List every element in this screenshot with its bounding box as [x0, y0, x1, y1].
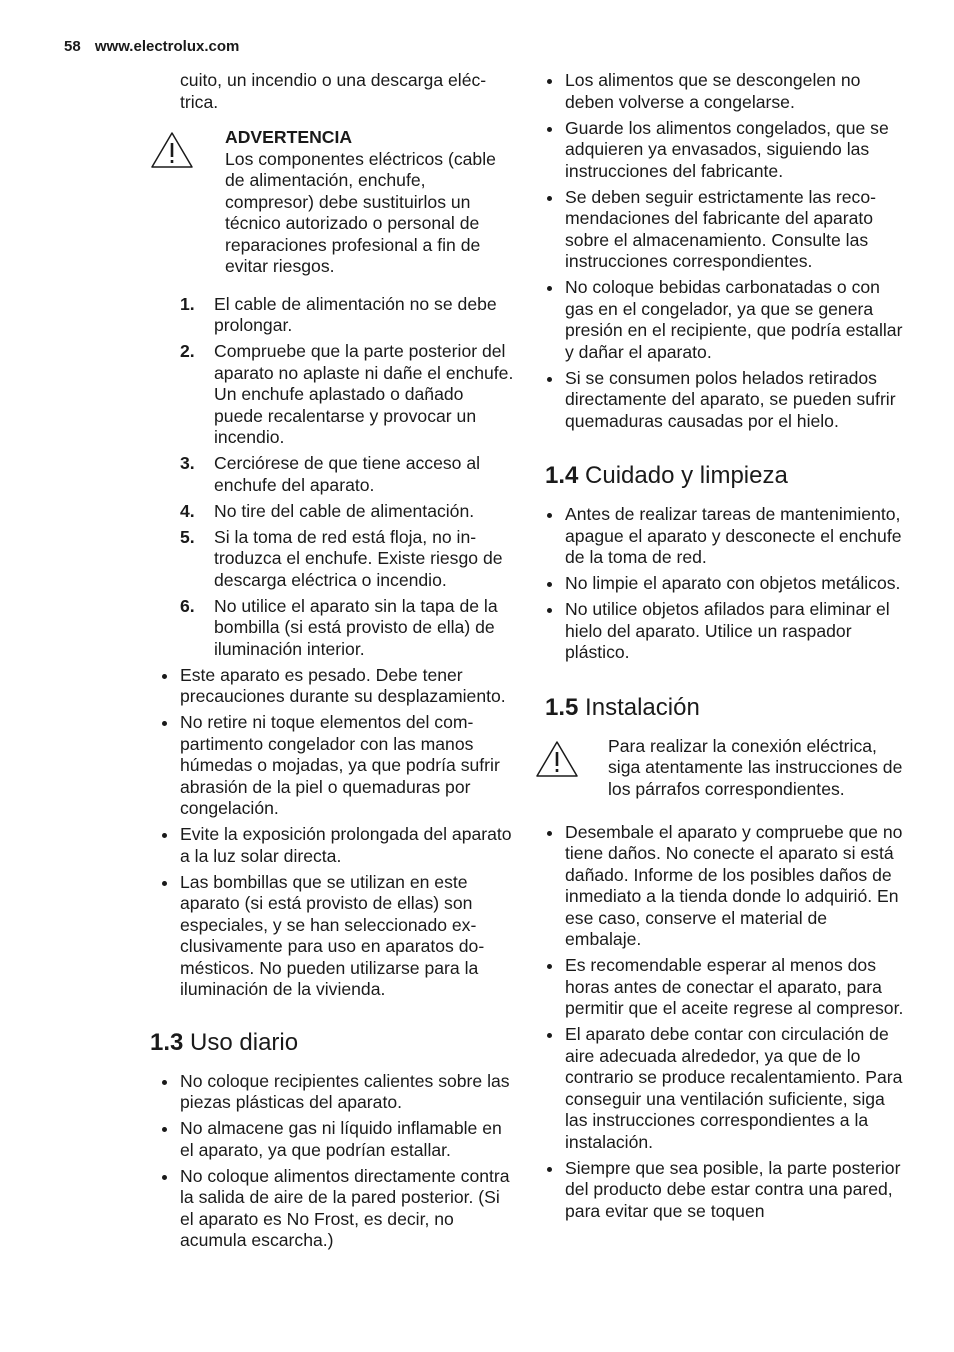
section-title: Instalación: [585, 693, 700, 721]
list-item: Siempre que sea posible, la parte posterior del producto debe estar contra una pared, para evitar que se toquen: [535, 1158, 907, 1223]
list-item: No coloque recipientes calientes sobre las piezas plásticas del aparato.: [150, 1071, 515, 1114]
page-header: [64, 38, 239, 55]
step-number: 4.: [180, 500, 195, 521]
list-item: No limpie el aparato con objetos metálicos.: [535, 573, 907, 595]
uso-diario-bullets: [150, 1071, 515, 1252]
step-number: 6.: [180, 595, 195, 616]
step-text: El cable de alimentación no se debe prolongar.: [214, 293, 497, 335]
list-item: Desembale el aparato y compruebe que no tiene daños. No conecte el aparato si está dañado. Informe de los posibles daños de inmediato a la tienda donde lo adquirió. En ese caso, conserve el material de embalaje.: [535, 822, 907, 951]
list-item: [150, 527, 515, 592]
list-item: Si se consumen polos helados retirados directamente del aparato, se pueden sufrir quemaduras causadas por el hielo.: [535, 368, 907, 433]
list-item: Evite la exposición prolongada del aparato a la luz solar directa.: [150, 824, 515, 867]
warning-text: Para realizar la conexión eléctrica, siga atentamente las instrucciones de los párrafos correspondientes.: [608, 735, 903, 799]
warning-block: [150, 127, 515, 278]
list-item: No retire ni toque elementos del compartimento congelador con las manos húmedas o mojadas, ya que podría sufrir abrasión de la piel o quemaduras por congelación.: [150, 712, 515, 820]
lead-paragraph: cuito, un incendio o una descarga eléctrica.: [180, 70, 487, 112]
step-number: 1.: [180, 293, 195, 314]
list-item: Las bombillas que se utilizan en este aparato (si está provisto de ellas) son especiales, y se han seleccionado exclusivamente para uso en aparatos domésticos. No pueden utilizarse para la iluminación de la vivienda.: [150, 872, 515, 1001]
warning-title: ADVERTENCIA: [225, 127, 353, 147]
list-item: El aparato debe contar con circulación de aire adecuada alrededor, ya que de lo contrario se produce recalentamiento. Para conseguir una ventilación suficiente, siga las instrucciones correspondientes a la instalación.: [535, 1024, 907, 1153]
safety-bullets: [150, 665, 515, 1001]
list-item: No coloque bebidas carbonatadas o con gas en el congelador, ya que se genera presión en el recipiente, que podría estallar y dañar el aparato.: [535, 277, 907, 363]
section-title: Uso diario: [190, 1028, 299, 1056]
list-item: No almacene gas ni líquido inflamable en el aparato, ya que podrían estallar.: [150, 1118, 515, 1161]
step-text: No utilice el aparato sin la tapa de la bombilla (si está provisto de ella) de iluminación interior.: [214, 595, 498, 659]
list-item: No coloque alimentos directamente contra la salida de aire de la pared posterior. (Si el aparato es No Frost, es decir, no acumula escarcha.): [150, 1166, 515, 1252]
list-item: No utilice objetos afilados para eliminar el hielo del aparato. Utilice un raspador plástico.: [535, 599, 907, 664]
left-column: [150, 70, 515, 1256]
step-number: 2.: [180, 341, 195, 361]
section-number: 1.4: [545, 462, 579, 489]
warning-text: Los componentes eléctricos (cable de alimentación, enchufe, compresor) debe sustituirlos un técnico autorizado o personal de reparaciones profesional a fin de evitar riesgos.: [225, 148, 496, 276]
section-heading-1-4: [545, 462, 907, 490]
list-item: [150, 341, 515, 449]
section-title: Cuidado y limpieza: [585, 462, 788, 489]
section-heading-1-3: [150, 1029, 515, 1057]
cuidado-bullets: [535, 504, 907, 664]
right-column: [535, 70, 907, 1227]
page-number: 58: [64, 38, 81, 55]
list-item: [150, 596, 515, 661]
list-item: Los alimentos que se descongelen no deben volverse a congelarse.: [535, 70, 907, 113]
list-item: Es recomendable esperar al menos dos horas antes de conectar el aparato, para permitir que el aceite regrese al compresor.: [535, 955, 907, 1020]
list-item: [150, 294, 515, 337]
steps-list: [150, 294, 515, 661]
section-number: 1.3: [150, 1028, 184, 1056]
step-text: Cerciórese de que tiene acceso al enchufe del aparato.: [214, 453, 481, 495]
instalacion-bullets: [535, 822, 907, 1223]
step-number: 5.: [180, 526, 195, 547]
list-item: Este aparato es pesado. Debe tener precauciones durante su desplazamiento.: [150, 665, 515, 708]
uso-diario-bullets-cont: [535, 70, 907, 432]
list-item: [150, 453, 515, 496]
installation-warning: [535, 736, 907, 806]
step-text: Compruebe que la parte posterior del aparato no aplaste ni dañe el enchufe. Un enchufe aplastado o dañado puede recalentarse y provocar un incendio.: [214, 341, 514, 447]
warning-triangle-icon: [535, 740, 579, 778]
section-number: 1.5: [545, 693, 579, 721]
list-item: Se deben seguir estrictamente las recomendaciones del fabricante del aparato sobre el almacenamiento. Consulte las instrucciones correspondientes.: [535, 187, 907, 273]
step-text: Si la toma de red está floja, no introduzca el enchufe. Existe riesgo de descarga eléctrica o incendio.: [214, 526, 503, 590]
step-number: 3.: [180, 453, 195, 473]
site-url: www.electrolux.com: [94, 38, 240, 55]
list-item: Guarde los alimentos congelados, que se adquieren ya envasados, siguiendo las instrucciones del fabricante.: [535, 118, 907, 183]
list-item: Antes de realizar tareas de mantenimiento, apague el aparato y desconecte el enchufe de la toma de red.: [535, 504, 907, 569]
list-item: [150, 501, 515, 523]
step-text: No tire del cable de alimentación.: [214, 500, 475, 521]
warning-triangle-icon: [150, 131, 194, 169]
section-heading-1-5: [545, 694, 907, 722]
